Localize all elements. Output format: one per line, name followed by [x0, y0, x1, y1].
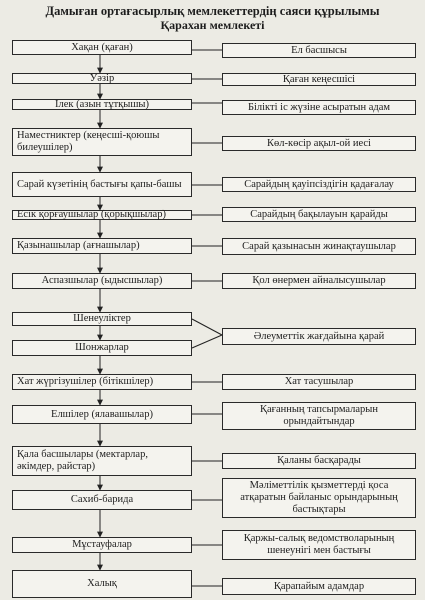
right-box-label: Сарайдың бақылауын қарайды: [250, 208, 388, 220]
left-box-mustawfis: [12, 537, 192, 553]
left-box-officials: [12, 312, 192, 326]
right-box-craftsmen: [222, 273, 416, 289]
right-box-label: Ел басшысы: [291, 44, 347, 56]
right-box-palace-security: [222, 177, 416, 192]
left-box-scribes: [12, 374, 192, 390]
left-box-door-guards: [12, 210, 192, 220]
left-box-label: Елшілер (ялавашылар): [51, 408, 153, 420]
left-box-ilek: [12, 99, 192, 110]
left-box-label: Мұстауфалар: [72, 539, 132, 550]
left-box-label: Сарай күзетінің бастығы қапы-башы: [17, 178, 182, 190]
left-box-label: Шонжарлар: [75, 342, 129, 353]
right-box-executor: [222, 100, 416, 115]
left-box-label: Ілек (азын тұтқышы): [55, 98, 149, 110]
right-box-label: Хат тасушылар: [284, 376, 354, 387]
left-box-label: Хат жүргізушілер (бітікшілер): [17, 376, 154, 387]
left-box-governors: [12, 128, 192, 156]
left-box-label: Халық: [87, 578, 117, 589]
left-box-label: Сахиб-барида: [70, 494, 134, 505]
left-box-label: Наместниктер (кеңесші-қоюшы билеушілер): [17, 130, 160, 153]
left-box-label: Хақан (қаған): [71, 41, 133, 53]
left-box-envoys: [12, 405, 192, 424]
right-box-label: Қаған кеңесшісі: [282, 73, 356, 85]
left-box-sahib-barid: [12, 490, 192, 510]
left-box-vizier: [12, 73, 192, 84]
page-subtitle: Қарахан мемлекеті: [160, 18, 265, 32]
right-box-label: Қаланы басқарады: [277, 455, 361, 466]
left-box-label: Аспазшылар (ыдысшылар): [41, 275, 163, 286]
right-box-khagan-orders: [222, 402, 416, 430]
left-box-label: Есік қорғаушылар (қорықшылар): [17, 209, 166, 220]
right-box-label: Сарайдың қауіпсіздігін қадағалау: [244, 178, 394, 190]
right-box-label: Қағанның тапсырмаларын орындайтындар: [260, 404, 378, 427]
left-box-shonzhars: [12, 340, 192, 356]
right-box-treasury-collectors: [222, 238, 416, 255]
left-box-people: [12, 570, 192, 598]
left-box-treasurers: [12, 238, 192, 254]
right-box-label: Қарапайым адамдар: [273, 580, 365, 592]
right-box-khagan-advisor: [222, 73, 416, 86]
right-box-wise-person: [222, 136, 416, 151]
page-title: Дамыған ортағасырлық мемлекеттердің саяси құрылымы: [45, 4, 380, 18]
right-box-finance-officials: [222, 530, 416, 560]
left-box-label: Қазынашылар (ағнашылар): [17, 240, 140, 251]
right-box-social-status: [222, 328, 416, 345]
right-box-label: Қаржы-салық ведомстволарының шенеунігі мен бастығы: [243, 533, 395, 556]
right-box-label: Әлеуметтік жағдайына қарай: [253, 330, 385, 342]
right-box-head-of-state: [222, 43, 416, 58]
right-box-label: Мәліметтілік қызметтерді қоса атқаратын байланыс орындарының бастықтары: [240, 480, 398, 515]
left-box-label: Шенеуліктер: [73, 313, 131, 324]
right-box-label: Көл-көсір ақыл-ой иесі: [267, 137, 371, 149]
right-box-palace-control: [222, 207, 416, 222]
left-box-city-heads: [12, 446, 192, 476]
left-box-palace-guard-chief: [12, 172, 192, 197]
right-box-city-management: [222, 453, 416, 469]
right-box-label: Қол өнермен айналысушылар: [252, 275, 386, 286]
right-box-common-people: [222, 578, 416, 595]
left-box-cooks: [12, 273, 192, 289]
left-box-khagan: [12, 40, 192, 55]
right-box-communication-chiefs: [222, 478, 416, 518]
right-box-label: Сарай қазынасын жинақтаушылар: [242, 240, 396, 252]
right-box-couriers: [222, 374, 416, 390]
right-box-label: Білікті іс жүзіне асыратын адам: [247, 101, 391, 113]
left-box-label: Уәзір: [89, 72, 115, 84]
left-box-label: Қала басшылары (мектарлар, әкімдер, райстар): [17, 449, 148, 472]
